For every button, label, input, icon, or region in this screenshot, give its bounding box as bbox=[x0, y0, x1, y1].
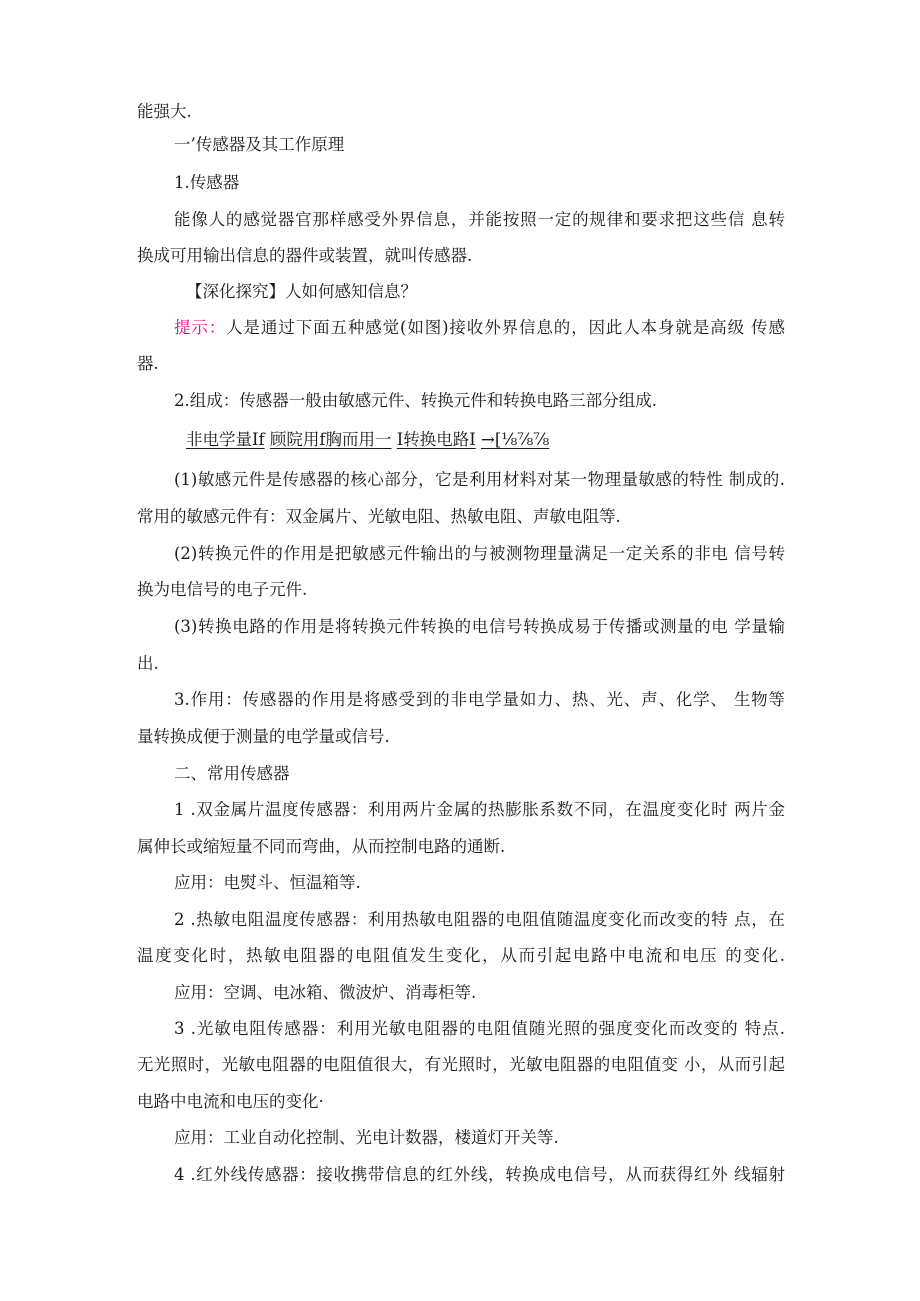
diagram-input: 非电学量If bbox=[186, 430, 265, 449]
text-line: 1 .双金属片温度传感器：利用两片金属的热膨胀系数不同，在温度变化时 两片金 bbox=[174, 800, 785, 819]
text-line: 2.组成：传感器一般由敏感元件、转换元件和转换电路三部分组成. bbox=[174, 391, 657, 410]
text-line: 应用：工业自动化控制、光电计数器，楼道灯开关等. bbox=[174, 1128, 559, 1147]
diagram-circuit: I转换电路I bbox=[396, 430, 476, 449]
text-line: 能像人的感觉器官那样感受外界信息，并能按照一定的规律和要求把这些信 息转 bbox=[174, 210, 785, 229]
text-line: 属伸长或缩短量不同而弯曲，从而控制电路的通断. bbox=[137, 837, 506, 856]
text-line: 常用的敏感元件有：双金属片、光敏电阻、热敏电阻、声敏电阻等. bbox=[137, 507, 621, 526]
hint-label: 提示： bbox=[174, 318, 227, 337]
text-line: 器. bbox=[137, 354, 159, 373]
text-line: 电路中电流和电压的变化· bbox=[137, 1092, 324, 1111]
text-line: 2 .热敏电阻温度传感器：利用热敏电阻器的电阻值随温度变化而改变的特 点，在 bbox=[174, 910, 785, 929]
text-line: (3)转换电路的作用是将转换元件转换的电信号转换成易于传播或测量的电 学量输 bbox=[174, 617, 785, 636]
text-line: 4 .红外线传感器：接收携带信息的红外线，转换成电信号，从而获得红外 线辐射 bbox=[174, 1165, 785, 1184]
text-line: 能强大. bbox=[137, 102, 192, 121]
text-line: 温度变化时，热敏电阻器的电阻值发生变化，从而引起电路中电流和电压 的变化. bbox=[137, 946, 785, 965]
text-line: 出. bbox=[137, 654, 159, 673]
hint-text: 人是通过下面五种感觉(如图)接收外界信息的，因此人本身就是高级 传感 bbox=[226, 318, 785, 337]
text-line: (1)敏感元件是传感器的核心部分，它是利用材料对某一物理量敏感的特性 制成的. bbox=[174, 470, 785, 489]
subsection-heading: 1.传感器 bbox=[174, 173, 240, 192]
text-line: 3 .光敏电阻传感器：利用光敏电阻器的电阻值随光照的强度变化而改变的 特点. bbox=[174, 1019, 785, 1038]
text-line: (2)转换元件的作用是把敏感元件输出的与被测物理量满足一定关系的非电 信号转 bbox=[174, 544, 785, 563]
section-heading: 二、常用传感器 bbox=[174, 764, 290, 783]
text-line: 量转换成便于测量的电学量或信号. bbox=[137, 727, 390, 746]
text-line: 换成可用输出信息的器件或装置，就叫传感器. bbox=[137, 246, 473, 265]
text-line: 无光照时，光敏电阻器的电阻值很大，有光照时，光敏电阻器的电阻值变 小，从而引起 bbox=[137, 1055, 785, 1074]
diagram-stages: 顾院用f胸而用一 bbox=[269, 430, 392, 449]
explore-heading: 【深化探究】人如何感知信息？ bbox=[186, 282, 417, 301]
diagram-output: →[⅛⅞⅞ bbox=[481, 430, 550, 449]
text-line: 应用：电熨斗、恒温箱等. bbox=[174, 873, 361, 892]
text-line: 应用：空调、电冰箱、微波炉、消毒柜等. bbox=[174, 983, 477, 1002]
composition-diagram bbox=[186, 430, 549, 450]
section-heading: 一’传感器及其工作原理 bbox=[174, 135, 345, 154]
hint-line bbox=[174, 318, 785, 338]
text-line: 3.作用：传感器的作用是将感受到的非电学量如力、热、光、声、化学、 生物等 bbox=[174, 690, 785, 709]
text-line: 换为电信号的电子元件. bbox=[137, 580, 308, 599]
